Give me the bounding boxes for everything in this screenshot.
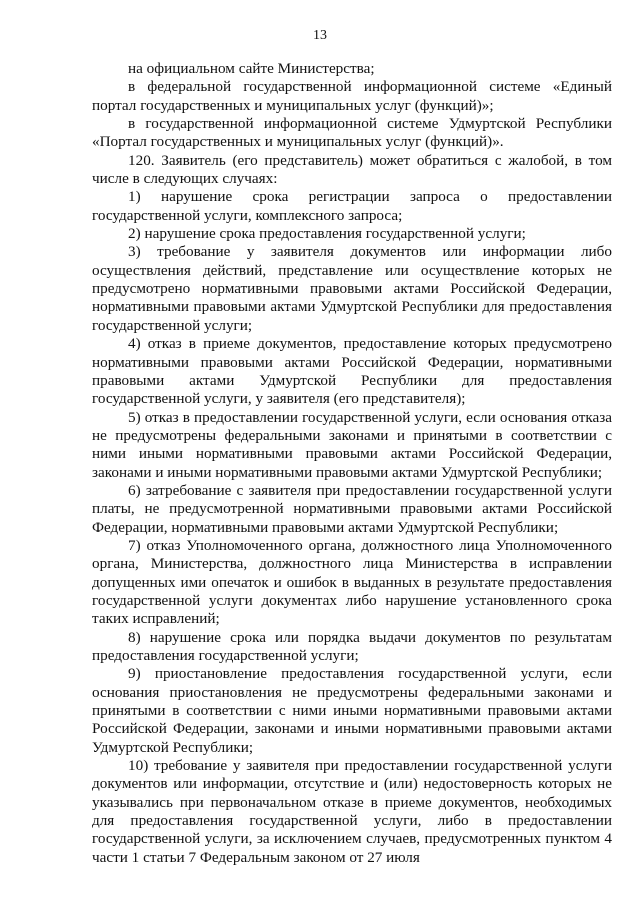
paragraph-regional-portal: в государственной информационной системе Удмуртской Республики «Портал государственных и муниципальных услуг (функций)». bbox=[92, 115, 612, 151]
paragraph-case-3: 3) требование у заявителя документов или информации либо осуществления действий, представление или осуществление которых не предусмотрено нормативными правовыми актами Российской Федерации, нормативными правовыми актами Удмуртской Республики для предоставления государственной услуги; bbox=[92, 243, 612, 334]
paragraph-case-10: 10) требование у заявителя при предоставлении государственной услуги документов или информации, отсутствие и (или) недостоверность которых не указывались при первоначальном отказе в приеме документов, необходимых для предоставления государственной услуги, либо в предоставлении государственной услуги, за исключением случаев, предусмотренных пунктом 4 части 1 статьи 7 Федеральным законом от 27 июля bbox=[92, 757, 612, 866]
paragraph-case-6: 6) затребование с заявителя при предоставлении государственной услуги платы, не предусмотренной нормативными правовыми актами Российской Федерации, нормативными правовыми актами Удмуртской Республики; bbox=[92, 481, 612, 536]
paragraph-case-4: 4) отказ в приеме документов, предоставление которых предусмотрено нормативными правовыми актами Российской Федерации, нормативными правовыми актами Удмуртской Республики для предоставления государственной услуги, у заявителя (его представителя); bbox=[92, 335, 612, 408]
paragraph-case-2: 2) нарушение срока предоставления государственной услуги; bbox=[128, 225, 526, 243]
paragraph-case-5: 5) отказ в предоставлении государственной услуги, если основания отказа не предусмотрены федеральными законами и принятыми в соответствии с ними иными нормативными правовыми актами Российской Федерации, законами и иными нормативными правовыми актами Удмуртской Республики; bbox=[92, 408, 612, 481]
page-number: 13 bbox=[313, 28, 327, 43]
document-body bbox=[92, 60, 612, 867]
paragraph-official-site: на официальном сайте Министерства; bbox=[128, 60, 375, 77]
paragraph-case-1: 1) нарушение срока регистрации запроса о предоставлении государственной услуги, комплексного запроса; bbox=[92, 188, 612, 224]
paragraph-case-8: 8) нарушение срока или порядка выдачи документов по результатам предоставления государственной услуги; bbox=[92, 628, 612, 664]
paragraph-item-120: 120. Заявитель (его представитель) может обратиться с жалобой, в том числе в следующих случаях: bbox=[92, 151, 612, 188]
paragraph-federal-portal: в федеральной государственной информационной системе «Единый портал государственных и муниципальных услуг (функций)»; bbox=[92, 78, 612, 114]
paragraph-case-9: 9) приостановление предоставления государственной услуги, если основания приостановления не предусмотрены федеральными законами и принятыми в соответствии с ними иными нормативными правовыми актами Российской Федерации, законами и иными нормативными правовыми актами Удмуртской Республики; bbox=[92, 665, 612, 756]
paragraph-case-7: 7) отказ Уполномоченного органа, должностного лица Уполномоченного органа, Министерства, должностного лица Министерства в исправлении допущенных ими опечаток и ошибок в выданных в результате предоставления государственной услуги документах либо нарушение установленного срока таких исправлений; bbox=[92, 536, 612, 628]
